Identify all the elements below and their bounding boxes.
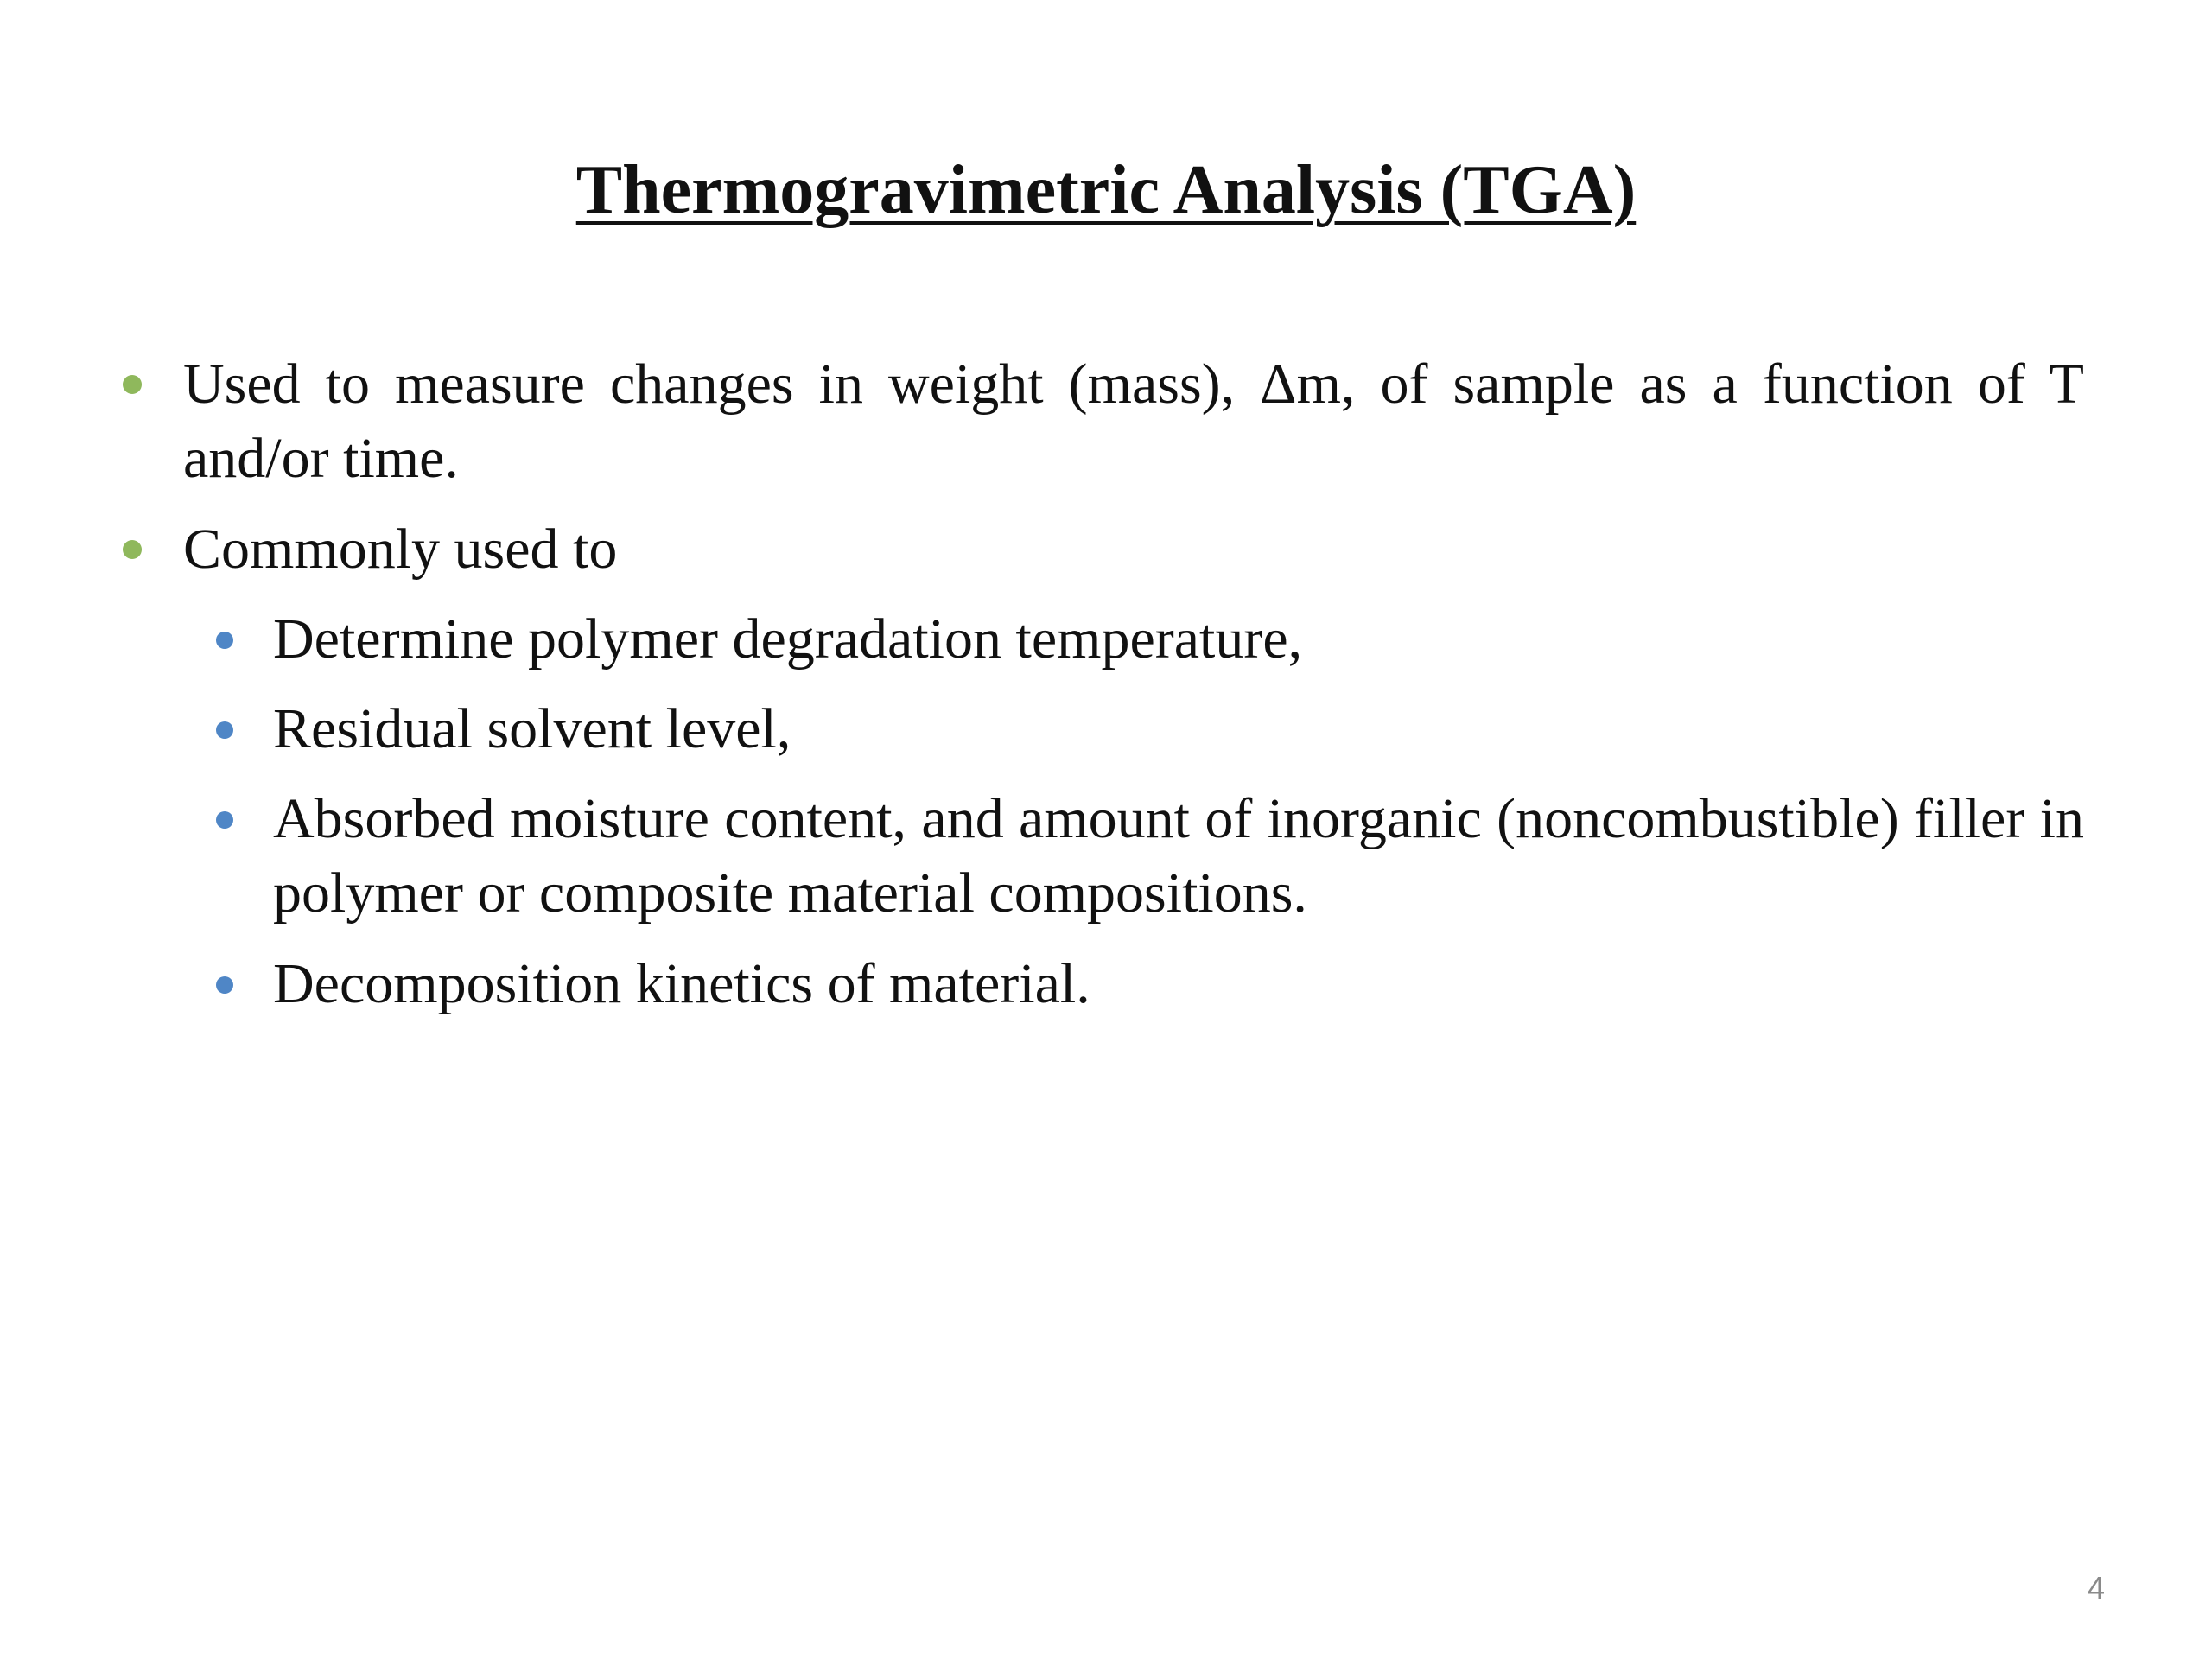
sub-bullet-item-solvent — [273, 692, 2084, 766]
slide-title-text: Thermogravimetric Analysis (TGA) — [575, 152, 1637, 228]
blue-dot-bullet-icon — [216, 721, 233, 739]
sub-bullet-item-moisture — [273, 782, 2084, 931]
blue-dot-bullet-icon — [216, 811, 233, 829]
sub-bullet-text: Residual solvent level, — [273, 697, 791, 760]
bullet-item-commonly-used — [183, 512, 2084, 587]
bullet-text: Used to measure changes in weight (mass), Δm, of sample as a function of T and/or time. — [183, 353, 2084, 490]
sub-bullet-text: Determine polymer degradation temperature, — [273, 607, 1303, 671]
blue-dot-bullet-icon — [216, 976, 233, 994]
slide-title — [0, 138, 2212, 242]
bullet-item-measure — [183, 347, 2084, 496]
page-number: 4 — [2087, 1570, 2106, 1605]
green-dot-bullet-icon — [123, 375, 142, 394]
sub-bullet-text: Decomposition kinetics of material. — [273, 952, 1090, 1015]
sub-bullet-item-degradation — [273, 602, 2084, 677]
sub-bullet-text: Absorbed moisture content, and amount of inorganic (noncombustible) filler in polymer or composite material compositions. — [273, 787, 2084, 925]
sub-bullet-item-kinetics — [273, 947, 2084, 1021]
blue-dot-bullet-icon — [216, 632, 233, 649]
green-dot-bullet-icon — [123, 540, 142, 559]
bullet-text: Commonly used to — [183, 518, 618, 581]
